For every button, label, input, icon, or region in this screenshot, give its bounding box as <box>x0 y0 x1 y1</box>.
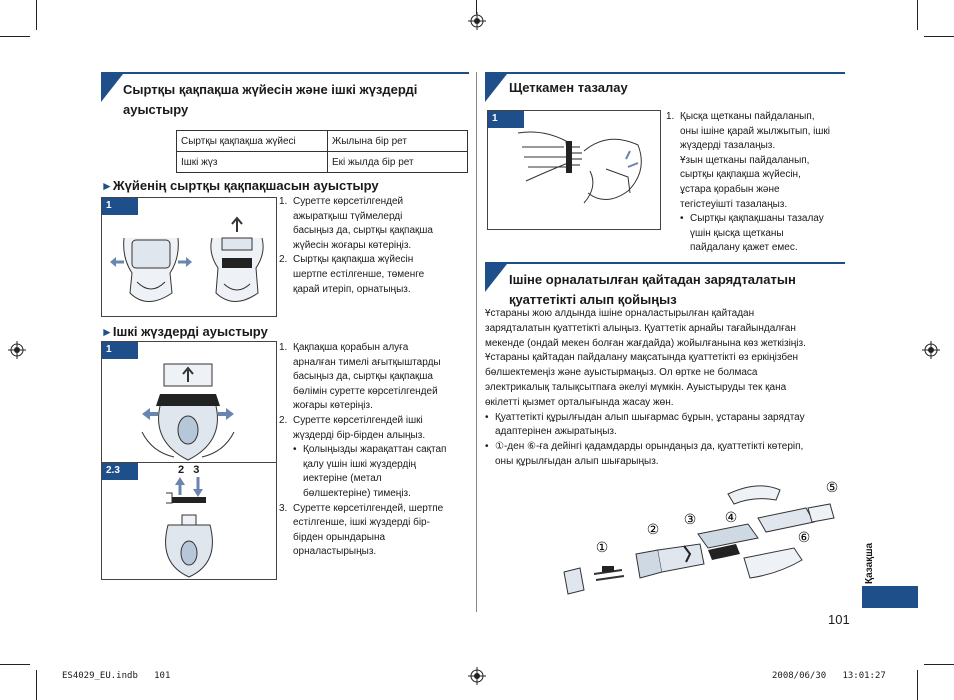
figure-step-tag: 1 <box>102 198 138 215</box>
step-number: 1. <box>666 111 675 122</box>
text-line: Қысқа щетканы пайдаланып, <box>680 111 815 122</box>
text-line: Қуаттетікті құрылғыдан алып шығармас бұрын, ұстараны зарядтау <box>495 411 805 423</box>
text-line: басыңыз да, сыртқы қақпақша <box>293 225 433 237</box>
text-line: бөлшектемеңіз және ауыстырмаңыз. Ол өртке не болмаса <box>485 367 758 379</box>
section-marker <box>485 264 507 292</box>
step-text <box>293 341 441 414</box>
text-line: Ұзын щетканы пайдаланып, <box>680 154 810 166</box>
outer-foil-steps <box>279 195 469 297</box>
step-number: 1. <box>279 196 288 207</box>
text-line: Қолыңызды жарақаттан сақтап <box>303 444 447 456</box>
step-text <box>495 411 805 441</box>
battery-callout-4: ④ <box>724 509 738 525</box>
battery-exploded-illustration <box>558 478 848 598</box>
footer-timestamp: 2008/06/30 13:01:27 <box>772 671 886 681</box>
text-line: жүздерді тазалаңыз. <box>680 140 776 152</box>
text-line: Суретте көрсетілгендей, шертпе <box>293 502 444 514</box>
text-line: Қақпақша қорабын алуға <box>293 342 409 353</box>
step-text <box>680 110 830 212</box>
inner-blade-illustration <box>102 463 276 579</box>
battery-removal-text <box>485 307 853 470</box>
figure-inner-blade-replacement <box>101 341 277 580</box>
text-line: тегістеуішті тазалаңыз. <box>680 198 788 210</box>
figure-step-tag: 2.3 <box>102 463 138 480</box>
text-line: оны құрылғыдан алып шығарыңыз. <box>495 455 659 467</box>
battery-callout-6: ⑥ <box>797 529 811 545</box>
crop-mark <box>917 670 918 700</box>
text-line: адаптерінен ажыратыңыз. <box>495 426 617 438</box>
figure-outer-foil-replacement <box>101 197 277 317</box>
text-line: оны ішіне қарай жылжытып, ішкі <box>680 125 830 137</box>
text-line: Ұстараны қайтадан пайдалану мақсатында қуаттетікті өз еркіңізбен <box>485 352 799 364</box>
section-header <box>101 74 469 118</box>
inner-blade-steps <box>279 341 471 560</box>
table-cell: Екі жылда бір рет <box>328 152 468 173</box>
text-line: мекенде (ондай мекен болған жағдайда) жойылғанына көз жеткізіңіз. <box>485 337 806 349</box>
bullet-item <box>485 411 853 441</box>
text-line: бөлімін суретте көрсетілгендей <box>293 385 438 397</box>
crop-mark <box>0 664 30 665</box>
text-line: жүздерді бір-бірден алыңыз. <box>293 429 426 441</box>
section-marker <box>485 74 507 102</box>
step-item <box>279 502 471 560</box>
crop-mark <box>924 36 954 37</box>
figure-callout: 2 3 <box>178 464 200 476</box>
bullet-mark: • <box>293 444 297 456</box>
replacement-schedule-table <box>176 130 468 173</box>
text-line: шертпе естілгенше, төменге <box>293 268 425 280</box>
figure-step-tag: 1 <box>488 111 524 128</box>
text-line: басыңыз да, сыртқы қақпақша <box>293 371 433 383</box>
text-line: Сыртқы қақпақшаны тазалау <box>690 213 824 225</box>
text-line: пайдалану қажет емес. <box>690 242 798 254</box>
step-text <box>293 414 425 443</box>
text-line: зарядталатын қуаттетікті алыңыз. Қуаттетік арнайы тағайындалған <box>485 322 796 334</box>
battery-callout-1: ① <box>595 539 609 555</box>
step-text <box>293 502 443 560</box>
language-tab-label: Қазақша <box>864 542 875 584</box>
text-line: иектеріне (метал <box>303 473 382 485</box>
text-line: жоғары көтеріңіз. <box>293 400 373 412</box>
section-title: Щеткамен тазалау <box>509 80 628 95</box>
registration-mark-icon <box>922 341 940 359</box>
step-item <box>666 110 854 212</box>
table-cell: Ішкі жүз <box>177 152 328 173</box>
text-line: сыртқы қақпақша жүйесін, <box>680 169 801 181</box>
crop-mark <box>36 670 37 700</box>
column-divider <box>476 72 477 612</box>
text-line: электрикалық талықсытпаға әкелуі мүмкін. Ауыстыруды тек қана <box>485 381 787 393</box>
battery-callout-3: ③ <box>683 511 697 527</box>
text-line: орналастырыңыз. <box>293 546 377 558</box>
step-text <box>495 440 803 470</box>
text-line: өкілетті қызмет орталығында жасау жөн. <box>485 396 674 408</box>
text-line: Суретте көрсетілгендей <box>293 196 404 207</box>
crop-mark <box>36 0 37 30</box>
step-number: 2. <box>279 254 288 266</box>
battery-callout-2: ② <box>646 521 660 537</box>
step-number: 3. <box>279 502 288 514</box>
registration-mark-icon <box>468 667 486 685</box>
section-title: Ішіне орналатылған қайтадан зарядталатын қуаттетікті алып қойыңыз <box>509 272 796 307</box>
text-line: Ұстараны жою алдында ішіне орналастырылған қайтадан <box>485 308 755 319</box>
section-header <box>485 264 845 308</box>
crop-mark <box>924 664 954 665</box>
text-line: ①-ден ⑥-ға дейінгі қадамдарды орындаңыз да, қуаттетікті көтеріп, <box>495 441 804 453</box>
text-line: жүйесін жоғары көтеріңіз. <box>293 239 412 251</box>
subsection-title: ►Ішкі жүздерді ауыстыру <box>101 324 268 339</box>
step-text <box>293 253 424 297</box>
crop-mark <box>917 0 918 30</box>
shaver-head-illustration <box>102 198 276 316</box>
text-line: Сыртқы қақпақша жүйесін <box>293 254 414 266</box>
step-text <box>690 212 824 256</box>
section-title: Сыртқы қақпақша жүйесін және ішкі жүздерді ауыстыру <box>123 82 418 117</box>
figure-step-tag: 1 <box>102 342 138 359</box>
subsection-title: ►Жүйенің сыртқы қақпақшасын ауыстыру <box>101 178 379 193</box>
table-row <box>177 152 468 173</box>
text-line: ажыратқыш түймелерді <box>293 210 403 222</box>
table-cell: Сыртқы қақпақша жүйесі <box>177 131 328 152</box>
bullet-mark: • <box>485 411 489 423</box>
step-text <box>303 443 446 501</box>
text-line: қалу үшін ішкі жүздердің <box>303 458 417 470</box>
figure-brush-cleaning <box>487 110 661 230</box>
brush-cleaning-illustration <box>488 111 660 229</box>
bullet-item <box>666 212 854 256</box>
bullet-mark: • <box>680 213 684 225</box>
arrow-right-icon: ► <box>101 179 113 193</box>
footer-file-info: ES4029_EU.indb 101 <box>62 671 171 681</box>
text-line: бөлшектеріне) тимеңіз. <box>303 487 411 499</box>
text-line: үшін қысқа щетканы <box>690 227 784 239</box>
bullet-mark: • <box>485 441 489 453</box>
step-number: 1. <box>279 342 288 353</box>
language-tab <box>862 586 918 608</box>
section-marker <box>101 74 123 102</box>
step-item <box>279 414 471 443</box>
registration-mark-icon <box>468 12 486 30</box>
bullet-item <box>485 440 853 470</box>
step-item <box>279 195 469 253</box>
section-header <box>485 74 845 102</box>
crop-mark <box>0 36 30 37</box>
registration-mark-icon <box>8 341 26 359</box>
text-line: ұстара қорабын және <box>680 183 780 195</box>
step-item <box>279 253 469 297</box>
text-line: Суретте көрсетілгендей ішкі <box>293 414 423 426</box>
battery-callout-5: ⑤ <box>825 479 839 495</box>
text-line: қарай итеріп, орнатыңыз. <box>293 283 411 295</box>
table-cell: Жылына бір рет <box>328 131 468 152</box>
text-line: бірден орындарына <box>293 531 386 543</box>
step-item <box>279 341 471 414</box>
brush-cleaning-steps <box>666 110 854 256</box>
table-row <box>177 131 468 152</box>
text-line: естілгенше, ішкі жүздерді бір- <box>293 517 430 529</box>
step-number: 2. <box>279 414 288 426</box>
shaver-hand-illustration <box>102 342 276 462</box>
bullet-item <box>279 443 471 501</box>
arrow-right-icon: ► <box>101 325 113 339</box>
page-number: 101 <box>828 612 850 627</box>
text-line: арналған тимелі ағытқыштарды <box>293 356 441 368</box>
step-text <box>293 195 433 253</box>
